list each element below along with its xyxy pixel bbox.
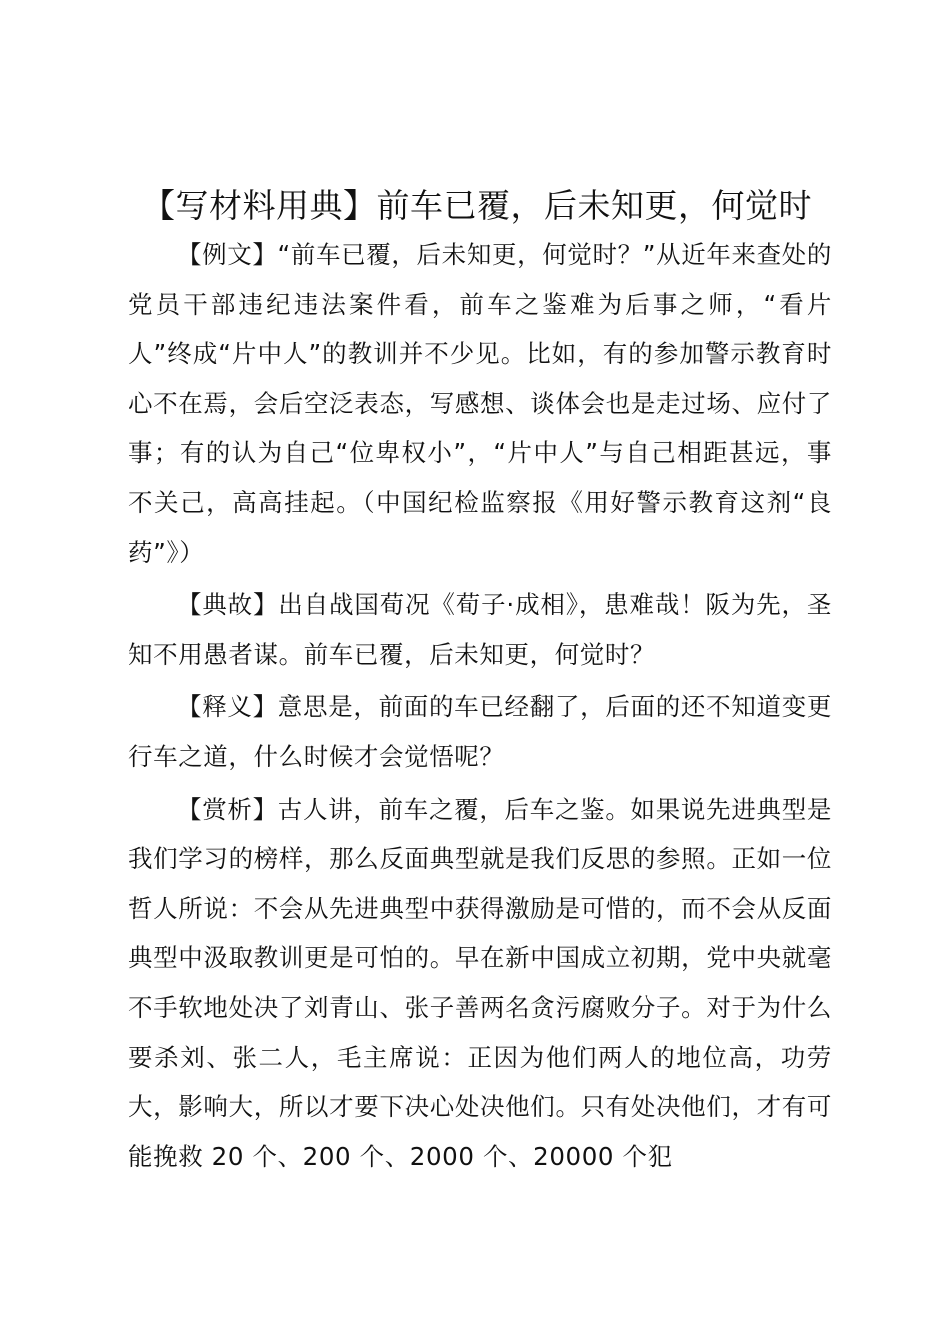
appreciation-label: 【赏析】 [177,794,278,824]
appreciation-text: 古人讲，前车之覆，后车之鉴。如果说先进典型是我们学习的榜样，那么反面典型就是我们反思的参照。正如一位哲人所说：不会从先进典型中获得激励是可惜的，而不会从反面典型中汲取教训更是可怕的。早在新中国成立初期，党中央就毫不手软地处决了刘青山、张子善两名贪污腐败分子。对于为什么要杀刘、张二人，毛主席说：正因为他们两人的地位高，功劳大，影响大，所以才要下决心处决他们。只有处决他们，才有可能挽救 20 个、200 个、2000 个、20000 个犯 [128,794,833,1171]
meaning-paragraph [128,682,832,781]
appreciation-paragraph [128,785,832,1182]
example-label: 【例文】 [177,240,278,269]
allusion-label: 【典故】 [177,590,279,620]
document-page [128,182,832,1181]
document-title: 【写材料用典】前车已覆，后未知更，何觉时 [142,186,812,225]
meaning-label: 【释义】 [177,692,278,722]
example-text: “前车已覆，后未知更，何觉时？”从近年来查处的党员干部违纪违法案件看，前车之鉴难为后事之师，“看片人”终成“片中人”的教训并不少见。比如，有的参加警示教育时心不在焉，会后空泛表态，写感想、谈体会也是走过场、应付了事；有的认为自己“位卑权小”，“片中人”与自己相距甚远，事不关己，高高挂起。（中国纪检监察报《用好警示教育这剂“良药”》） [128,240,832,567]
example-paragraph [128,230,832,577]
allusion-paragraph [128,580,832,679]
allusion-text: 出自战国荀况《荀子·成相》，患难哉！阪为先，圣知不用愚者谋。前车已覆，后未知更，何觉时？ [128,590,832,669]
meaning-text: 意思是，前面的车已经翻了，后面的还不知道变更行车之道，什么时候才会觉悟呢？ [128,692,833,771]
